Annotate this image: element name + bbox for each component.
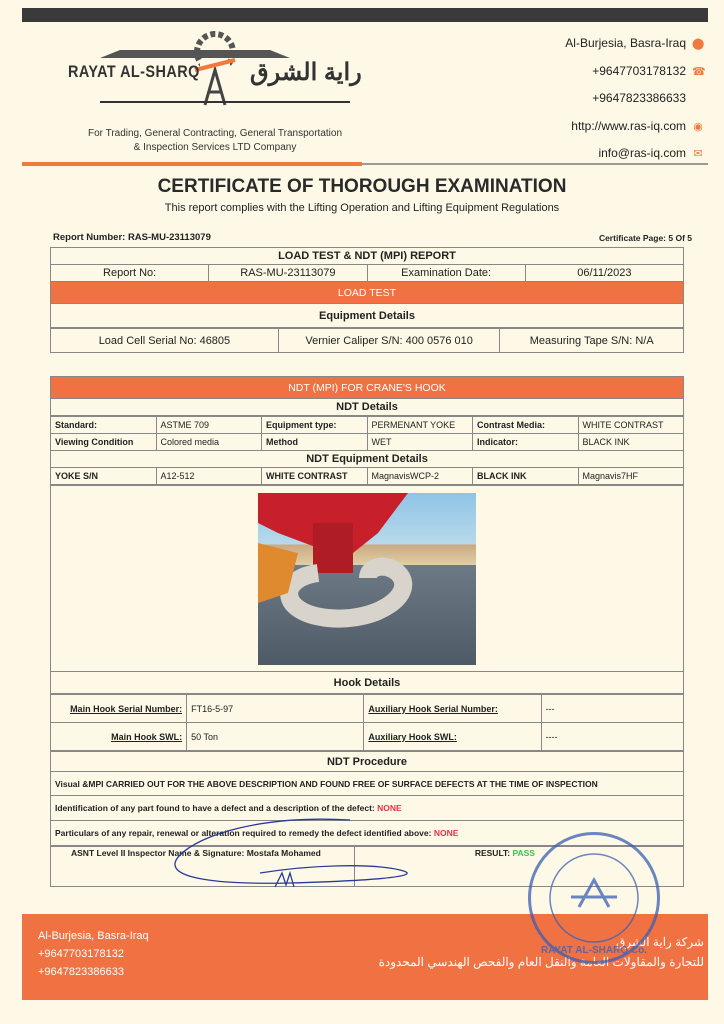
contact-phone2 — [565, 85, 704, 113]
tagline-line2: & Inspection Services LTD Company — [133, 142, 297, 153]
load-cell: Load Cell Serial No: 46805 — [51, 329, 279, 353]
hook-illustration — [258, 493, 476, 665]
footer-address: Al-Burjesia, Basra-Iraq — [38, 930, 149, 942]
logo-text-en: RAYAT AL-SHARQ — [68, 62, 200, 81]
black-ink-value: Magnavis7HF — [578, 468, 684, 485]
white-contrast-label: WHITE CONTRAST — [262, 468, 368, 485]
procedure-text: Visual &MPI CARRIED OUT FOR THE ABOVE DESCRIPTION AND FOUND FREE OF SURFACE DEFECTS AT THE TIME OF INSPECTION — [51, 772, 684, 796]
certificate-title: CERTIFICATE OF THOROUGH EXAMINATION — [157, 176, 567, 197]
standard-value: ASTME 709 — [156, 417, 262, 434]
tagline-line1: For Trading, General Contracting, General Transportation — [87, 128, 343, 139]
header-rule-orange — [22, 162, 362, 166]
standard-label: Standard: — [51, 417, 157, 434]
footer-ar-line1: شركة راية الشرق — [615, 935, 704, 949]
defect-label: Identification of any part found to have a defect and a description of the defect: — [55, 803, 378, 813]
location-icon: ⬤ — [692, 38, 705, 50]
report-number: Report Number: RAS-MU-23113079 — [53, 232, 211, 243]
tagline — [40, 127, 390, 155]
aux-hook-serial: --- — [541, 695, 683, 723]
footer-phone1: +9647703178132 — [38, 948, 124, 960]
footer-ar-line2: للتجارة والمقاولات العامة والنقل العام والفحص الهندسي المحدودة — [378, 955, 704, 969]
repair-value: NONE — [433, 828, 459, 838]
certificate-subtitle: This report complies with the Lifting Operation and Lifting Equipment Regulations — [164, 202, 560, 214]
main-hook-serial: FT16-5-97 — [187, 695, 364, 723]
main-hook-swl-label: Main Hook SWL: — [51, 723, 187, 751]
inspector: ASNT Level II Inspector Name & Signature: Mostafa Mohamed — [51, 847, 355, 887]
inspector-signature — [140, 815, 420, 890]
logo-text-ar: راية الشرق — [250, 59, 362, 86]
contact-address — [565, 30, 704, 58]
company-stamp — [528, 832, 660, 964]
hook-photo — [258, 493, 476, 665]
repair-label: Particulars of any repair, renewal or alteration required to remedy the defect identified above: — [55, 828, 434, 838]
ndt-details-heading: NDT Details — [51, 399, 684, 416]
main-hook-serial-label: Main Hook Serial Number: — [51, 695, 187, 723]
result-label: RESULT: — [474, 848, 513, 858]
contrast-media-value: WHITE CONTRAST — [578, 417, 684, 434]
email-link[interactable]: info@ras-iq.com — [598, 146, 686, 160]
aux-hook-swl-label: Auxiliary Hook SWL: — [364, 723, 541, 751]
hook-details-heading: Hook Details — [51, 672, 684, 694]
load-test-banner: LOAD TEST — [51, 282, 684, 304]
report-no: RAS-MU-23113079 — [209, 265, 367, 282]
equipment-type-value: PERMENANT YOKE — [367, 417, 473, 434]
contact-web[interactable] — [565, 113, 704, 141]
indicator-label: Indicator: — [473, 434, 579, 451]
main-hook-swl: 50 Ton — [187, 723, 364, 751]
phone-text: +9647823386633 — [592, 91, 686, 105]
footer-contact — [38, 927, 149, 981]
top-bar — [22, 8, 708, 22]
indicator-value: BLACK INK — [578, 434, 684, 451]
defect-value: NONE — [377, 803, 402, 813]
measuring-tape: Measuring Tape S/N: N/A — [500, 329, 684, 353]
photo-cell — [51, 486, 684, 672]
contact-phone1 — [565, 58, 704, 86]
ndt-procedure-heading: NDT Procedure — [51, 752, 684, 772]
exam-date: 06/11/2023 — [525, 265, 683, 282]
yoke-value: A12-512 — [156, 468, 262, 485]
method-value: WET — [367, 434, 473, 451]
header-rule-grey — [362, 163, 708, 165]
ndt-banner: NDT (MPI) FOR CRANE'S HOOK — [51, 377, 684, 399]
equipment-type-label: Equipment type: — [262, 417, 368, 434]
yoke-label: YOKE S/N — [51, 468, 157, 485]
exam-date-label: Examination Date: — [367, 265, 525, 282]
ndt-equipment-heading: NDT Equipment Details — [51, 451, 684, 468]
aux-hook-swl: ---- — [541, 723, 683, 751]
report-no-label: Report No: — [51, 265, 209, 282]
certificate-page: Certificate Page: 5 Of 5 — [598, 233, 692, 243]
load-header: LOAD TEST & NDT (MPI) REPORT — [51, 248, 684, 265]
address-text: Al-Burjesia, Basra-Iraq — [565, 36, 686, 50]
contrast-media-label: Contrast Media: — [473, 417, 579, 434]
web-icon: ◉ — [693, 120, 703, 133]
black-ink-label: BLACK INK — [473, 468, 579, 485]
viewing-condition-label: Viewing Condition — [51, 434, 157, 451]
footer-phone2: +9647823386633 — [38, 966, 124, 978]
website-link[interactable]: http://www.ras-iq.com — [571, 118, 686, 133]
equipment-details-heading: Equipment Details — [51, 304, 684, 328]
contact-info — [565, 30, 704, 168]
result-value: PASS — [512, 848, 535, 858]
svg-text:RAYAT AL-SHARQ Co.: RAYAT AL-SHARQ Co. — [541, 945, 647, 956]
mail-icon: ✉ — [693, 148, 703, 160]
aux-hook-serial-label: Auxiliary Hook Serial Number: — [364, 695, 541, 723]
ndt-table — [50, 376, 684, 887]
method-label: Method — [262, 434, 368, 451]
phone-text: +9647703178132 — [592, 63, 686, 78]
vernier-caliper: Vernier Caliper S/N: 400 0576 010 — [278, 329, 500, 353]
phone-icon: ☎ — [692, 65, 706, 78]
stamp-seal — [531, 835, 657, 961]
spacer-icon — [692, 90, 704, 102]
white-contrast-value: MagnavisWCP-2 — [367, 468, 473, 485]
load-test-table — [50, 247, 684, 353]
viewing-condition-value: Colored media — [156, 434, 262, 451]
